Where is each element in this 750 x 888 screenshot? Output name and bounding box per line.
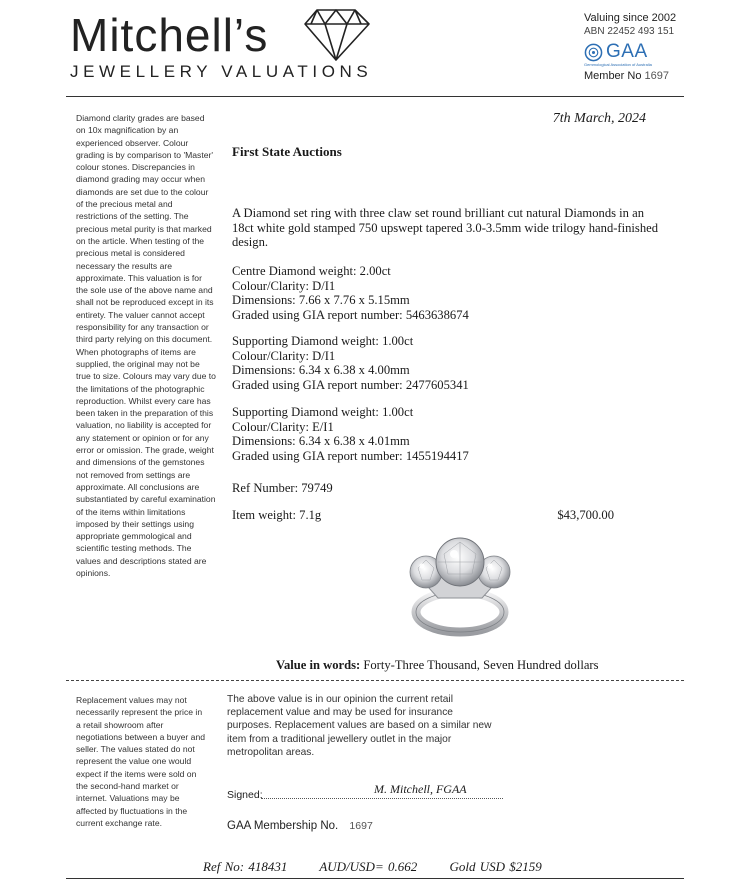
stone-weight: Supporting Diamond weight: 1.00ct — [232, 405, 414, 419]
stone-dimensions: Dimensions: 6.34 x 6.38 x 4.01mm — [232, 434, 410, 449]
dashed-divider — [66, 680, 684, 681]
gaa-globe-icon — [584, 43, 603, 62]
gaa-logo-text: GAA — [606, 41, 648, 62]
valuation-date: 7th March, 2024 — [552, 111, 646, 126]
gaa-membership — [227, 820, 373, 832]
abn-number: ABN 22452 493 151 — [584, 26, 675, 37]
signature-line — [261, 798, 503, 799]
centre-diamond-details — [232, 264, 469, 322]
stone-colour-clarity: Colour/Clarity: D/I1 — [232, 348, 336, 363]
stone-report: Graded using GIA report number: 5463638674 — [232, 307, 469, 322]
replacement-disclaimer: Replacement values may not necessarily represent the price in a retail showroom after negotiations between a buyer and seller. The values stated do not represent the value one would expect if the items were sold on the second-hand market or internet. Valuations may be affected by fluctuations in the current exchange rate. — [76, 695, 206, 828]
stone-dimensions: Dimensions: 7.66 x 7.76 x 5.15mm — [232, 293, 410, 308]
stone-dimensions: Dimensions: 6.34 x 6.38 x 4.00mm — [232, 363, 410, 378]
header-credentials — [584, 12, 676, 82]
member-label: Member No — [584, 70, 642, 82]
stone-colour-clarity: Colour/Clarity: D/I1 — [232, 278, 336, 293]
stone-weight: Centre Diamond weight: 2.00ct — [232, 264, 391, 278]
brand-subtitle: JEWELLERY VALUATIONS — [70, 62, 373, 81]
value-in-words — [276, 658, 599, 673]
membership-label: GAA Membership No. — [227, 820, 339, 832]
membership-number: 1697 — [349, 820, 373, 832]
stone-weight: Supporting Diamond weight: 1.00ct — [232, 334, 414, 348]
header-divider — [66, 96, 684, 97]
footer-info — [203, 859, 542, 875]
value-words-text: Forty-Three Thousand, Seven Hundred dollars — [363, 658, 599, 672]
supporting-diamond-2-details — [232, 405, 469, 463]
member-number-value: 1697 — [644, 70, 670, 82]
gaa-tagline: Gemmological Association of Australia — [584, 62, 652, 67]
stone-colour-clarity: Colour/Clarity: E/I1 — [232, 419, 334, 434]
client-name: First State Auctions — [232, 144, 342, 159]
signature-name: M. Mitchell, FGAA — [374, 782, 467, 796]
item-weight: Item weight: 7.1g — [232, 508, 322, 522]
footer-ref-no: Ref No: 418431 — [203, 859, 288, 874]
gaa-logo — [584, 40, 676, 66]
member-number — [584, 70, 676, 82]
diamond-outline-icon — [303, 6, 373, 62]
diamond-ring-photo — [398, 528, 522, 640]
signed-label: Signed: — [227, 789, 263, 801]
item-description: A Diamond set ring with three claw set round brilliant cut natural Diamonds in an 18ct white gold stamped 750 upswept tapered 3.0-3.5mm wide trilogy hand-finished design. — [232, 206, 659, 250]
stone-report: Graded using GIA report number: 1455194417 — [232, 448, 469, 463]
value-words-label: Value in words: — [276, 658, 361, 672]
footer-gold-price: Gold USD $2159 — [449, 859, 542, 874]
value-amount: $43,700.00 — [557, 508, 614, 522]
valuing-since: Valuing since 2002 — [584, 12, 677, 24]
footer-exchange-rate: AUD/USD= 0.662 — [319, 859, 418, 874]
grading-disclaimer: Diamond clarity grades are based on 10x magnification by an experienced observer. Colour grading is by comparison to 'Master' colour stones. Discrepancies in diamond grading may occur when diamonds are set due to the colour of the precious metal and restrictions of the setting. The precious metal purity is that marked on the article. When testing of the precious metal is considered necessary the results are approximate. This valuation is for the sole use of the above name and shall not be reproduced except in its entirety. The valuer cannot accept responsibility for any transaction or third party relying on this document. When photographs of items are supplied, the original may not be true to size. Colours may vary due to the limitations of the photographic reproduction. Whilst every care has been taken in the preparation of this valuation, no liability is accepted for any statement or opinion or for any error or omission. The grade, weight and dimensions of the gemstones not removed from settings are approximate. All conclusions are substantiated by careful examination of the items within limitations imposed by their settings using appropriate gemmological and scientific testing methods. The values and descriptions stated are opinions. — [76, 113, 216, 578]
retail-value-statement: The above value is in our opinion the current retail replacement value and may be used for insurance purposes. Replacement values are based on a similar new item from a traditional jewellery outlet in the major metropolitan areas. — [227, 694, 492, 758]
footer-divider — [66, 878, 684, 879]
stone-report: Graded using GIA report number: 2477605341 — [232, 377, 469, 392]
supporting-diamond-1-details — [232, 334, 469, 392]
ref-number: Ref Number: 79749 — [232, 481, 333, 495]
brand-name: Mitchell’s — [70, 9, 269, 61]
